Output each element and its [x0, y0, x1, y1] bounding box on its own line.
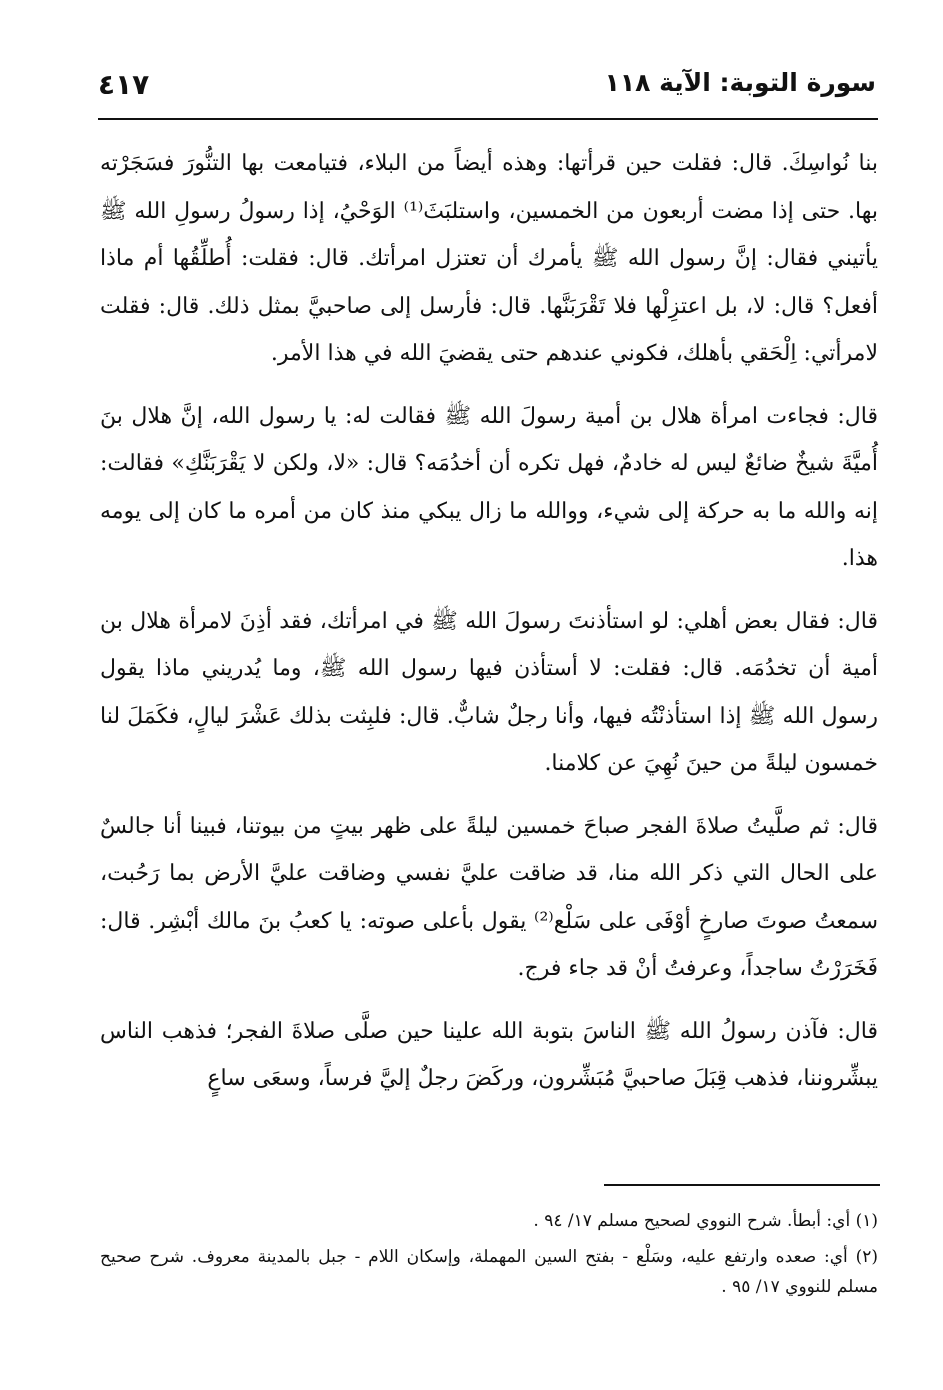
footnote-divider [604, 1184, 880, 1186]
paragraph-2: قال: فجاءت امرأة هلال بن أمية رسولَ الله ﷺ فقالت له: يا رسول الله، إنَّ هلال بنَ أُميَّةَ شيخٌ ضائعٌ ليس له خادمٌ، فهل تكره أن أخدُمَه؟ قال: «لا، ولكن لا يَقْرَبَنَّكِ» فقالت: إنه والله ما به حركة إلى شيء، ووالله ما زال يبكي منذ كان من أمره ما كان إلى يومه هذا. [100, 403, 878, 571]
paragraph-5: قال: فآذن رسولُ الله ﷺ الناسَ بتوبة الله علينا حين صلَّى صلاةَ الفجر؛ فذهب الناس يبشِّروننا، فذهب قِبَلَ صاحبيَّ مُبَشِّرون، وركَضَ رجلٌ إليَّ فرساً، وسعَى ساعٍ [100, 1018, 878, 1091]
main-text [100, 140, 878, 1118]
paragraph-4: قال: ثم صلَّيتُ صلاةَ الفجر صباحَ خمسين ليلةً على ظهر بيتٍ من بيوتنا، فبينا أنا جالسٌ على الحال التي ذكر الله منا، قد ضاقت عليَّ نفسي وضاقت عليَّ الأرض بما رَحُبت، سمعتُ صوتَ صارخٍ أوْفَى على سَلْع⁽²⁾ يقول بأعلى صوته: يا كعبُ بنَ مالك أبْشِر. قال: فَخَرَرْتُ ساجداً، وعرفتُ أنْ قد جاء فرج. [100, 813, 879, 981]
footnotes [100, 1206, 878, 1308]
paragraph-3: قال: فقال بعض أهلي: لو استأذنتَ رسولَ الله ﷺ في امرأتك، فقد أذِنَ لامرأة هلال بن أمية أن تخدُمَه. قال: فقلت: لا أستأذن فيها رسول الله ﷺ، وما يُدريني ماذا يقول رسول الله ﷺ إذا استأذنْتُه فيها، وأنا رجلٌ شابٌّ. قال: فلبِثت بذلك عَشْرَ ليالٍ، فكَمَلَ لنا خمسون ليلةً من حينَ نُهِيَ عن كلامنا. [100, 608, 878, 776]
running-header [98, 60, 876, 116]
header-title: سورة التوبة: الآية ١١٨ [604, 68, 876, 97]
footnote-1: (١) أي: أبطأ. شرح النووي لصحيح مسلم ١٧/ ٩٤ . [533, 1211, 878, 1231]
paragraph-1: بنا نُواسِكَ. قال: فقلت حين قرأتها: وهذه أيضاً من البلاء، فتيامعت بها التنُّورَ فسَجَرْته بها. حتى إذا مضت أربعون من الخمسين، واستلبَثَ⁽¹⁾ الوَحْيُ، إذا رسولُ رسولِ الله ﷺ يأتيني فقال: إنَّ رسول الله ﷺ يأمرك أن تعتزل امرأتك. قال: فقلت: أُطلِّقُها أم ماذا أفعل؟ قال: لا، بل اعتزِلْها فلا تَقْرَبَنَّها. قال: فأرسل إلى صاحبيَّ بمثل ذلك. قال: فقلت لامرأتي: اِلْحَقي بأهلك، فكوني عندهم حتى يقضيَ الله في هذا الأمر. [100, 151, 878, 366]
footnote-2: (٢) أي: صعده وارتفع عليه، وسَلْع - بفتح السين المهملة، وإسكان اللام - جبل بالمدينة معروف. شرح صحيح مسلم للنووي ١٧/ ٩٥ . [100, 1247, 878, 1297]
page-number: ٤١٧ [98, 68, 150, 101]
header-divider [98, 118, 878, 120]
